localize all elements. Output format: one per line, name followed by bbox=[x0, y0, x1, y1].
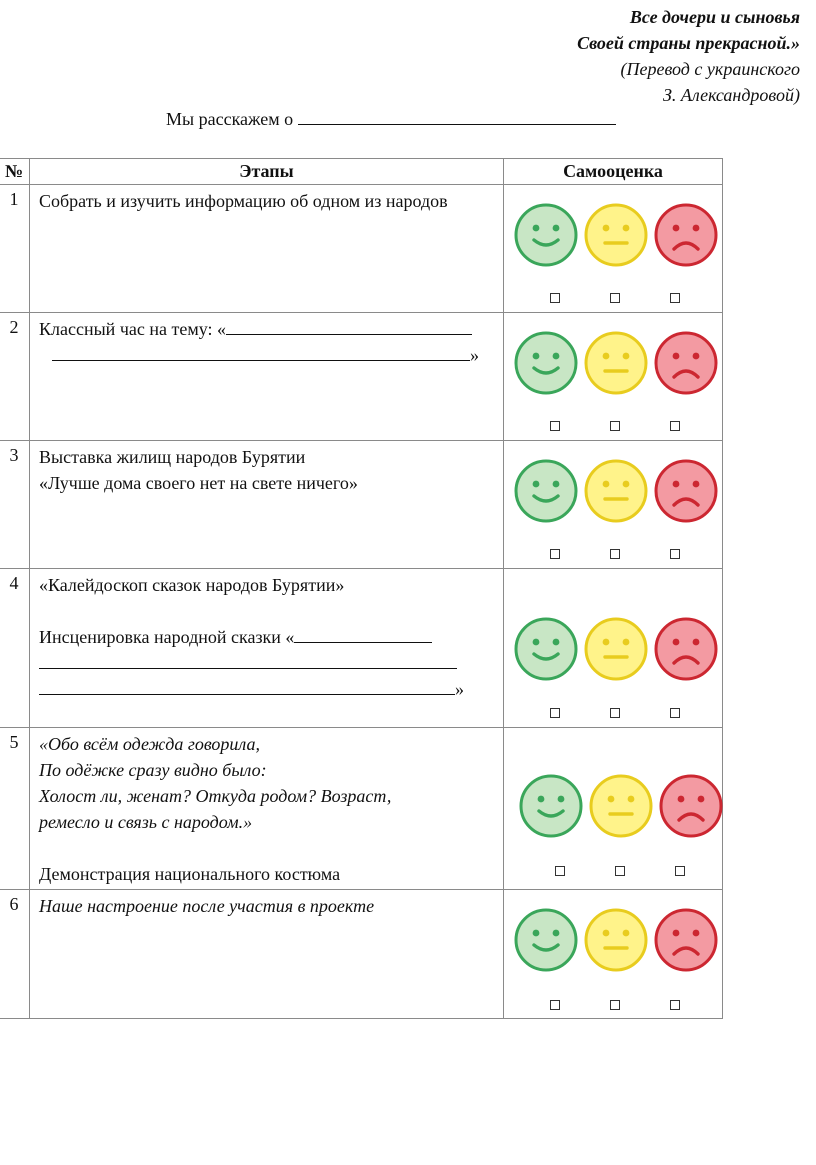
stage-cell bbox=[30, 441, 504, 569]
neutral-face-icon bbox=[584, 331, 648, 395]
stage-text: Классный час на тему: « bbox=[39, 319, 226, 339]
neutral-face-icon bbox=[584, 203, 648, 267]
stage-cell bbox=[30, 313, 504, 441]
stage-text: По одёжке сразу видно было: bbox=[39, 760, 267, 780]
stage-text-line bbox=[39, 342, 503, 368]
stage-text: ремесло и связь с народом.» bbox=[39, 812, 253, 832]
mood-checkbox[interactable] bbox=[670, 1000, 680, 1010]
fill-in-blank[interactable] bbox=[39, 650, 457, 669]
epigraph-line: Все дочери и сыновья bbox=[629, 7, 800, 27]
mood-checkbox[interactable] bbox=[610, 1000, 620, 1010]
epigraph bbox=[577, 4, 800, 108]
mood-checkbox[interactable] bbox=[550, 708, 560, 718]
stage-text: «Лучше дома своего нет на свете ничего» bbox=[39, 473, 358, 493]
table-row bbox=[0, 728, 723, 890]
sad-face-icon bbox=[654, 203, 718, 267]
sad-face-icon bbox=[659, 774, 723, 838]
fill-in-blank[interactable] bbox=[226, 316, 472, 335]
rating-cell bbox=[504, 569, 723, 728]
table-row bbox=[0, 890, 723, 1019]
header-number: № bbox=[0, 159, 30, 185]
stage-text: » bbox=[470, 345, 479, 365]
stage-text: Собрать и изучить информацию об одном из народов bbox=[39, 191, 448, 211]
mood-faces bbox=[514, 617, 718, 681]
happy-face-icon bbox=[519, 774, 583, 838]
intro-text: Мы расскажем о bbox=[166, 109, 294, 129]
mood-checkbox[interactable] bbox=[550, 549, 560, 559]
happy-face-icon bbox=[514, 908, 578, 972]
stage-cell bbox=[30, 569, 504, 728]
table-header-row bbox=[0, 159, 723, 185]
rating-cell bbox=[504, 441, 723, 569]
neutral-face-icon bbox=[584, 617, 648, 681]
table-row bbox=[0, 441, 723, 569]
stage-text: Выставка жилищ народов Бурятии bbox=[39, 447, 306, 467]
row-number: 5 bbox=[0, 728, 30, 890]
sad-face-icon bbox=[654, 908, 718, 972]
sad-face-icon bbox=[654, 331, 718, 395]
mood-checkbox[interactable] bbox=[670, 549, 680, 559]
table-row bbox=[0, 569, 723, 728]
mood-faces bbox=[514, 331, 718, 395]
mood-faces bbox=[514, 908, 718, 972]
stage-text-line bbox=[39, 624, 503, 650]
stage-text: «Калейдоскоп сказок народов Бурятии» bbox=[39, 575, 345, 595]
stages-table bbox=[0, 158, 723, 1019]
mood-faces bbox=[519, 774, 723, 838]
stage-text-line bbox=[39, 676, 503, 702]
rating-cell bbox=[504, 185, 723, 313]
neutral-face-icon bbox=[584, 908, 648, 972]
mood-checkbox[interactable] bbox=[550, 421, 560, 431]
fill-in-blank[interactable] bbox=[298, 106, 616, 125]
epigraph-line: З. Александровой) bbox=[662, 85, 800, 105]
stage-cell bbox=[30, 185, 504, 313]
happy-face-icon bbox=[514, 617, 578, 681]
mood-checkbox[interactable] bbox=[675, 866, 685, 876]
stage-text: Инсценировка народной сказки « bbox=[39, 627, 295, 647]
mood-checkbox[interactable] bbox=[670, 708, 680, 718]
epigraph-line: Своей страны прекрасной.» bbox=[577, 33, 800, 53]
stage-text: Наше настроение после участия в проекте bbox=[39, 896, 375, 916]
fill-in-blank[interactable] bbox=[52, 342, 470, 361]
mood-checkbox[interactable] bbox=[610, 708, 620, 718]
happy-face-icon bbox=[514, 331, 578, 395]
mood-checkbox[interactable] bbox=[670, 293, 680, 303]
row-number: 3 bbox=[0, 441, 30, 569]
sad-face-icon bbox=[654, 617, 718, 681]
neutral-face-icon bbox=[584, 459, 648, 523]
stage-text-line bbox=[39, 316, 503, 342]
fill-in-blank[interactable] bbox=[39, 676, 455, 695]
sad-face-icon bbox=[654, 459, 718, 523]
epigraph-line: (Перевод с украинского bbox=[620, 59, 800, 79]
row-number: 2 bbox=[0, 313, 30, 441]
stage-text: Демонстрация национального костюма bbox=[39, 864, 341, 884]
stage-text: Холост ли, женат? Откуда родом? Возраст, bbox=[39, 786, 392, 806]
row-number: 4 bbox=[0, 569, 30, 728]
header-self-assessment: Самооценка bbox=[504, 159, 723, 185]
mood-checkbox[interactable] bbox=[610, 293, 620, 303]
mood-checkbox[interactable] bbox=[555, 866, 565, 876]
fill-in-blank[interactable] bbox=[294, 624, 432, 643]
stage-cell bbox=[30, 728, 504, 890]
stage-text: » bbox=[455, 679, 464, 699]
row-number: 1 bbox=[0, 185, 30, 313]
mood-checkbox[interactable] bbox=[550, 293, 560, 303]
mood-faces bbox=[514, 203, 718, 267]
mood-checkbox[interactable] bbox=[610, 549, 620, 559]
neutral-face-icon bbox=[589, 774, 653, 838]
row-number: 6 bbox=[0, 890, 30, 1019]
stage-text: «Обо всём одежда говорила, bbox=[39, 734, 261, 754]
rating-cell bbox=[504, 890, 723, 1019]
happy-face-icon bbox=[514, 459, 578, 523]
rating-cell bbox=[504, 313, 723, 441]
stage-cell bbox=[30, 890, 504, 1019]
mood-checkbox[interactable] bbox=[550, 1000, 560, 1010]
intro-line bbox=[166, 106, 616, 130]
mood-checkbox[interactable] bbox=[615, 866, 625, 876]
stage-text-line bbox=[39, 650, 503, 676]
mood-checkbox[interactable] bbox=[670, 421, 680, 431]
table-row bbox=[0, 185, 723, 313]
table-row bbox=[0, 313, 723, 441]
rating-cell bbox=[504, 728, 723, 890]
mood-faces bbox=[514, 459, 718, 523]
mood-checkbox[interactable] bbox=[610, 421, 620, 431]
header-stages: Этапы bbox=[30, 159, 504, 185]
happy-face-icon bbox=[514, 203, 578, 267]
